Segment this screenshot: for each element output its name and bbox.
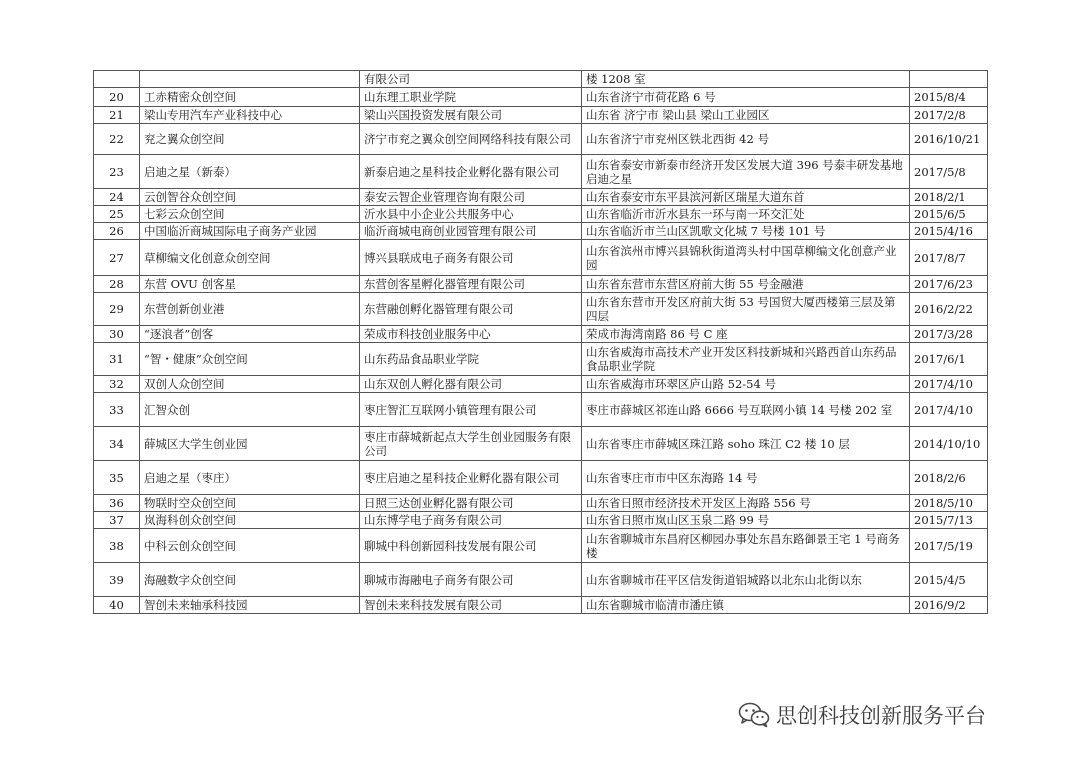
cell-address: 山东省 济宁市 梁山县 梁山工业园区 [582,107,910,124]
table-row [94,512,988,529]
cell-organization: 新泰启迪之星科技企业孵化器有限公司 [360,155,582,189]
cell-date: 2017/3/28 [910,326,988,343]
cell-address: 山东省东营市开发区府前大街 53 号国贸大厦西楼第三层及第四层 [582,293,910,326]
cell-index: 23 [94,155,140,189]
cell-index: 35 [94,461,140,495]
cell-name: 岚海科创众创空间 [140,512,360,529]
registry-table-body [94,71,988,614]
cell-name: 东营创新创业港 [140,293,360,326]
table-row [94,343,988,376]
cell-index: 39 [94,563,140,597]
cell-address: 山东省日照市经济技术开发区上海路 556 号 [582,495,910,512]
cell-organization: 枣庄市薛城新起点大学生创业园服务有限公司 [360,427,582,461]
cell-address: 山东省泰安市新泰市经济开发区发展大道 396 号泰丰研发基地启迪之星 [582,155,910,189]
cell-date: 2018/5/10 [910,495,988,512]
cell-date: 2017/4/10 [910,393,988,427]
cell-name: 工赤精密众创空间 [140,88,360,107]
cell-index: 40 [94,597,140,614]
cell-name: 双创人众创空间 [140,376,360,393]
table-row [94,223,988,240]
cell-date: 2017/6/1 [910,343,988,376]
cell-date: 2017/2/8 [910,107,988,124]
cell-date: 2016/2/22 [910,293,988,326]
cell-name: 东营 OVU 创客星 [140,276,360,293]
table-row [94,293,988,326]
wechat-icon [738,702,770,728]
cell-date: 2015/7/13 [910,512,988,529]
cell-organization: 山东双创人孵化器有限公司 [360,376,582,393]
registry-table [93,70,988,614]
cell-name: 物联时空众创空间 [140,495,360,512]
cell-index: 32 [94,376,140,393]
cell-address: 山东省聊城市东昌府区柳园办事处东昌东路御景王宅 1 号商务楼 [582,529,910,563]
cell-organization: 山东博学电子商务有限公司 [360,512,582,529]
cell-organization: 聊城中科创新园科技发展有限公司 [360,529,582,563]
cell-date: 2018/2/6 [910,461,988,495]
cell-organization: 山东理工职业学院 [360,88,582,107]
cell-name: 云创智谷众创空间 [140,189,360,206]
cell-address: 山东省滨州市博兴县锦秋街道湾头村中国草柳编文化创意产业园 [582,240,910,276]
cell-index: 21 [94,107,140,124]
cell-organization: 东营融创孵化器管理有限公司 [360,293,582,326]
table-row [94,529,988,563]
cell-organization: 泰安云智企业管理咨询有限公司 [360,189,582,206]
cell-organization: 梁山兴国投资发展有限公司 [360,107,582,124]
cell-index: 37 [94,512,140,529]
table-row [94,155,988,189]
cell-index: 36 [94,495,140,512]
cell-name: 七彩云众创空间 [140,206,360,223]
cell-address: 山东省济宁市荷花路 6 号 [582,88,910,107]
cell-organization: 聊城市海融电子商务有限公司 [360,563,582,597]
watermark-text: 思创科技创新服务平台 [776,704,986,728]
cell-address: 山东省日照市岚山区玉泉二路 99 号 [582,512,910,529]
cell-name: 兖之翼众创空间 [140,124,360,155]
table-row [94,563,988,597]
cell-address: 山东省泰安市东平县滨河新区瑞星大道东首 [582,189,910,206]
cell-address: 山东省威海市高技术产业开发区科技新城和兴路西首山东药品食品职业学院 [582,343,910,376]
cell-organization: 东营创客星孵化器管理有限公司 [360,276,582,293]
cell-organization: 济宁市兖之翼众创空间网络科技有限公司 [360,124,582,155]
cell-name: 启迪之星（枣庄） [140,461,360,495]
cell-address: 山东省聊城市临清市潘庄镇 [582,597,910,614]
cell-index: 20 [94,88,140,107]
table-row [94,461,988,495]
table-row [94,597,988,614]
cell-address: 山东省临沂市沂水县东一环与南一环交汇处 [582,206,910,223]
cell-address: 山东省聊城市茌平区信发街道铝城路以北东山北街以东 [582,563,910,597]
cell-date: 2014/10/10 [910,427,988,461]
cell-address: 山东省威海市环翠区庐山路 52-54 号 [582,376,910,393]
cell-index: 38 [94,529,140,563]
watermark [738,700,986,730]
table-row [94,495,988,512]
cell-address: 山东省枣庄市市中区东海路 14 号 [582,461,910,495]
cell-index: 27 [94,240,140,276]
cell-name: 中国临沂商城国际电子商务产业园 [140,223,360,240]
table-row [94,427,988,461]
cell-address: 山东省临沂市兰山区凯歌文化城 7 号楼 101 号 [582,223,910,240]
cell-name [140,71,360,88]
table-row [94,107,988,124]
cell-organization: 沂水县中小企业公共服务中心 [360,206,582,223]
cell-index: 28 [94,276,140,293]
cell-date: 2015/6/5 [910,206,988,223]
cell-organization: 博兴县联成电子商务有限公司 [360,240,582,276]
cell-date: 2018/2/1 [910,189,988,206]
cell-name: 草柳编文化创意众创空间 [140,240,360,276]
cell-address: 山东省枣庄市薛城区珠江路 soho 珠江 C2 楼 10 层 [582,427,910,461]
cell-date: 2015/4/16 [910,223,988,240]
cell-address: 山东省济宁市兖州区铁北西街 42 号 [582,124,910,155]
cell-name: 海融数字众创空间 [140,563,360,597]
table-row [94,88,988,107]
table-row [94,240,988,276]
table-row [94,124,988,155]
cell-organization: 临沂商城电商创业园管理有限公司 [360,223,582,240]
cell-address: 楼 1208 室 [582,71,910,88]
cell-name: 智创未来轴承科技园 [140,597,360,614]
table-row [94,326,988,343]
cell-organization: 有限公司 [360,71,582,88]
table-row [94,376,988,393]
cell-date: 2017/5/19 [910,529,988,563]
cell-name: 中科云创众创空间 [140,529,360,563]
cell-organization: 智创未来科技发展有限公司 [360,597,582,614]
cell-date: 2017/5/8 [910,155,988,189]
cell-address: 枣庄市薛城区祁连山路 6666 号互联网小镇 14 号楼 202 室 [582,393,910,427]
cell-organization: 荣成市科技创业服务中心 [360,326,582,343]
cell-address: 山东省东营市东营区府前大街 55 号金融港 [582,276,910,293]
cell-index: 24 [94,189,140,206]
cell-organization: 山东药品食品职业学院 [360,343,582,376]
table-row [94,276,988,293]
cell-date: 2017/8/7 [910,240,988,276]
cell-date: 2017/6/23 [910,276,988,293]
cell-date [910,71,988,88]
cell-organization: 日照三达创业孵化器有限公司 [360,495,582,512]
cell-index [94,71,140,88]
cell-date: 2015/4/5 [910,563,988,597]
table-row [94,71,988,88]
cell-organization: 枣庄智汇互联网小镇管理有限公司 [360,393,582,427]
cell-index: 25 [94,206,140,223]
cell-name: “逐浪者”创客 [140,326,360,343]
cell-address: 荣成市海湾南路 86 号 C 座 [582,326,910,343]
cell-date: 2016/10/21 [910,124,988,155]
cell-index: 29 [94,293,140,326]
table-row [94,393,988,427]
cell-name: 汇智众创 [140,393,360,427]
cell-date: 2015/8/4 [910,88,988,107]
cell-index: 26 [94,223,140,240]
cell-date: 2016/9/2 [910,597,988,614]
table-row [94,189,988,206]
cell-name: 薛城区大学生创业园 [140,427,360,461]
table-row [94,206,988,223]
cell-index: 30 [94,326,140,343]
cell-name: “智・健康”众创空间 [140,343,360,376]
cell-name: 梁山专用汽车产业科技中心 [140,107,360,124]
cell-index: 34 [94,427,140,461]
cell-index: 33 [94,393,140,427]
cell-name: 启迪之星（新泰） [140,155,360,189]
cell-index: 31 [94,343,140,376]
cell-date: 2017/4/10 [910,376,988,393]
cell-index: 22 [94,124,140,155]
cell-organization: 枣庄启迪之星科技企业孵化器有限公司 [360,461,582,495]
